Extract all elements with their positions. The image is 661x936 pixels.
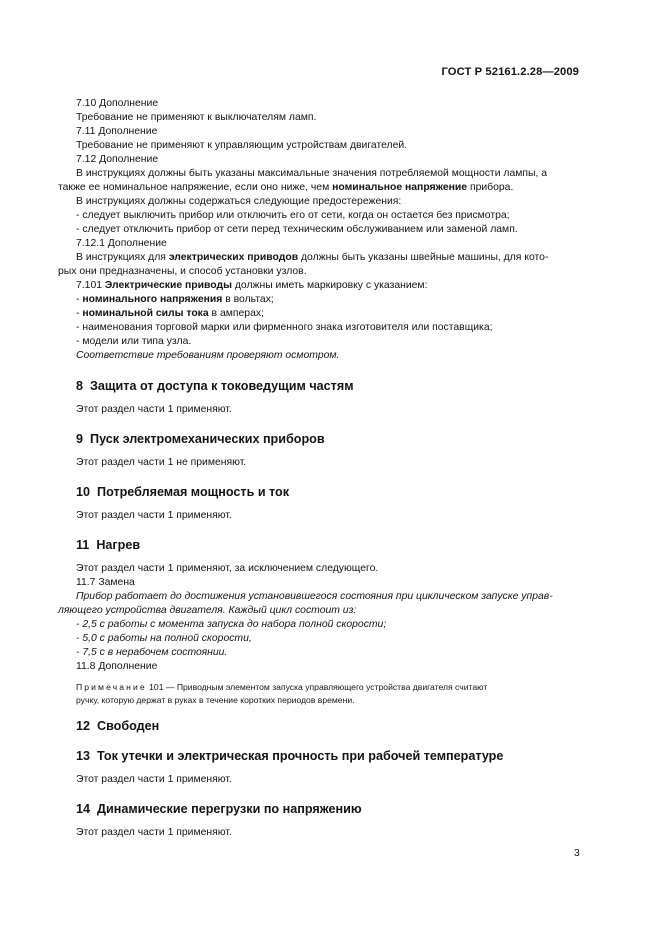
- list-item: - наименования торговой марки или фирменного знака изготовителя или поставщика;: [76, 322, 493, 333]
- list-item: - номинального напряжения в вольтах;: [76, 294, 274, 305]
- clause-text: Прибор работает до достижения установившегося состояния при циклическом запуске управ-: [76, 591, 553, 602]
- section-8-heading: 8 Защита от доступа к токоведущим частям: [76, 379, 354, 393]
- list-item: - следует отключить прибор от сети перед техническим обслуживанием или заменой ламп.: [76, 224, 518, 235]
- compliance-statement: Соответствие требованиям проверяют осмотром.: [76, 350, 340, 361]
- section-10-text: Этот раздел части 1 применяют.: [76, 510, 232, 521]
- list-item: - модели или типа узла.: [76, 336, 192, 347]
- section-9-text: Этот раздел части 1 не применяют.: [76, 457, 247, 468]
- clause-7-11-heading: 7.11 Дополнение: [76, 126, 158, 137]
- section-11-heading: 11 Нагрев: [76, 538, 141, 552]
- section-11-text: Этот раздел части 1 применяют, за исключением следующего.: [76, 563, 379, 574]
- list-item: - следует выключить прибор или отключить его от сети, когда он остается без присмотра;: [76, 210, 510, 221]
- clause-7-10-heading: 7.10 Дополнение: [76, 98, 159, 109]
- section-12-heading: 12 Свободен: [76, 719, 160, 733]
- clause-7-12-heading: 7.12 Дополнение: [76, 154, 159, 165]
- note: Примечание 101 — Приводным элементом запуска управляющего устройства двигателя считают: [76, 682, 488, 692]
- list-item: - 5,0 с работы на полной скорости,: [76, 633, 252, 644]
- section-14-heading: 14 Динамические перегрузки по напряжению: [76, 802, 362, 816]
- section-13-heading: 13 Ток утечки и электрическая прочность при рабочей температуре: [76, 749, 504, 763]
- clause-text: Требование не применяют к управляющим устройствам двигателей.: [76, 140, 408, 151]
- list-item: - 2,5 с работы с момента запуска до набора полной скорости;: [76, 619, 387, 630]
- document-header: ГОСТ Р 52161.2.28—2009: [441, 66, 579, 78]
- list-item: - номинальной силы тока в амперах;: [76, 308, 264, 319]
- clause-7-101: 7.101 Электрические приводы должны иметь маркировку с указанием:: [76, 280, 428, 291]
- section-9-heading: 9 Пуск электромеханических приборов: [76, 432, 325, 446]
- clause-7-12-1-heading: 7.12.1 Дополнение: [76, 238, 167, 249]
- page-number: 3: [574, 848, 580, 859]
- clause-text: также ее номинальное напряжение, если оно ниже, чем номинальное напряжение прибора.: [58, 182, 514, 193]
- section-14-text: Этот раздел части 1 применяют.: [76, 827, 232, 838]
- section-8-text: Этот раздел части 1 применяют.: [76, 404, 232, 415]
- clause-11-8-heading: 11.8 Дополнение: [76, 661, 158, 672]
- section-13-text: Этот раздел части 1 применяют.: [76, 774, 232, 785]
- clause-text: В инструкциях для электрических приводов должны быть указаны швейные машины, для кото-: [76, 252, 549, 263]
- clause-11-7-heading: 11.7 Замена: [76, 577, 135, 588]
- note-continuation: ручку, которую держат в руках в течение коротких периодов времени.: [76, 695, 355, 705]
- clause-text: Требование не применяют к выключателям ламп.: [76, 112, 317, 123]
- clause-text: В инструкциях должны быть указаны максимальные значения потребляемой мощности лампы, а: [76, 168, 548, 179]
- list-item: - 7,5 с в нерабочем состоянии.: [76, 647, 228, 658]
- note-label: Примечание: [76, 682, 147, 692]
- section-10-heading: 10 Потребляемая мощность и ток: [76, 485, 290, 499]
- clause-text: ляющего устройства двигателя. Каждый цикл состоит из:: [58, 605, 357, 616]
- clause-text: рых они предназначены, и способ установки узлов.: [58, 266, 307, 277]
- clause-text: В инструкциях должны содержаться следующие предостережения:: [76, 196, 402, 207]
